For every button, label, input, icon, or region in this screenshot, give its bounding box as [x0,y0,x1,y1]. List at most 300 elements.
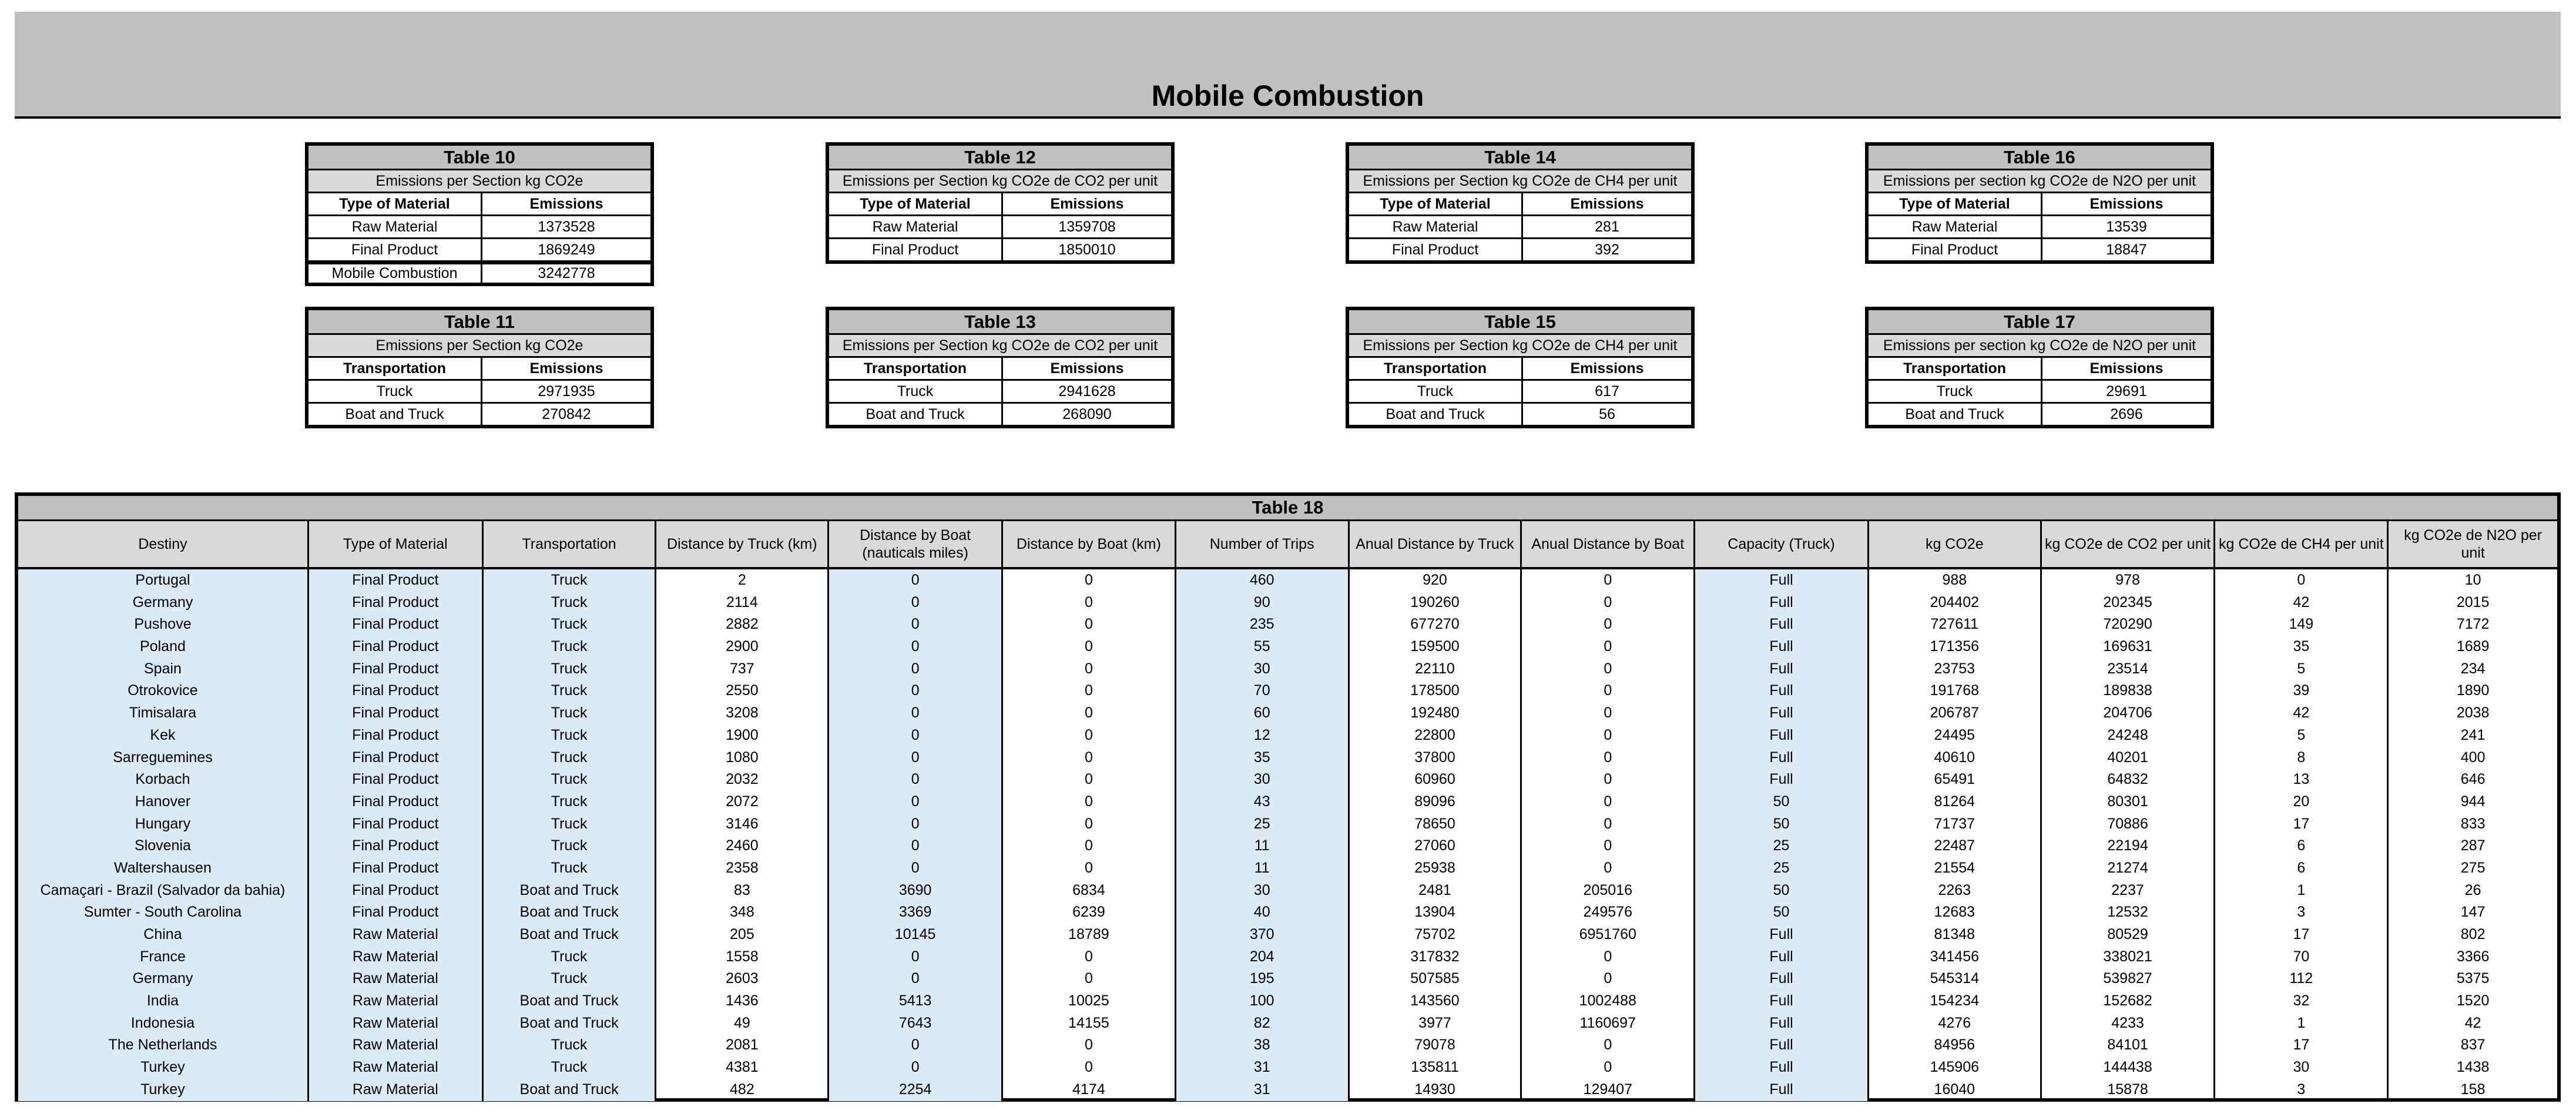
table-cell: Boat and Truck [484,924,657,946]
table-cell: Final Product [308,239,482,260]
table-cell: Truck [484,813,657,836]
table-cell: Truck [484,791,657,813]
table-cell: 22487 [1869,835,2042,857]
table-cell: 0 [829,592,1003,614]
table-cell: 988 [1869,569,2042,592]
table-cell: 0 [829,857,1003,880]
table-cell: 0 [1003,569,1176,592]
table-cell: 920 [1350,569,1522,592]
table-cell: 81348 [1869,924,2042,946]
table-cell: Truck [484,658,657,680]
table-cell: 21554 [1869,857,2042,880]
table-cell: 143560 [1350,990,1522,1012]
table-cell: Poland [18,636,309,658]
table-cell: Truck [1349,381,1523,402]
table-cell: 204706 [2042,702,2216,724]
table-cell: Boat and Truck [829,404,1003,425]
column-header: Distance by Boat (nauticals miles) [829,521,1003,567]
table-cell: 26 [2464,881,2481,898]
table-cell: Spain [18,658,309,680]
table-cell: 206787 [1869,702,2042,724]
column-header: Number of Trips [1176,521,1350,567]
table-cell: 191768 [1869,680,2042,702]
table-cell: 1558 [656,946,829,968]
table-cell: Truck [484,724,657,747]
table-row [1869,216,2211,239]
table-cell: Raw Material [309,946,484,968]
table-cell: 178500 [1350,680,1522,702]
table-cell: 31 [1176,1079,1350,1101]
summary-table-subtitle: Emissions per Section kg CO2e [308,170,650,193]
table-cell: 0 [1522,658,1695,680]
table-cell: 60960 [1350,769,1522,791]
table-cell: 22110 [1350,658,1522,680]
summary-table-subtitle: Emissions per section kg CO2e de N2O per unit [1869,170,2211,193]
table-row [1869,381,2211,404]
summary-table [826,307,1175,428]
table-cell: 617 [1595,383,1619,400]
table-cell: 0 [1003,813,1176,836]
column-header: Transportation [484,521,657,567]
table-row [18,1079,2557,1101]
table-cell: Raw Material [309,1079,484,1101]
table-row [18,1056,2557,1079]
table-cell: Final Product [1869,239,2042,260]
table-cell: 24248 [2042,724,2216,747]
table-cell: 1869249 [538,241,595,258]
table-cell: 80529 [2042,924,2216,946]
table-cell: 23753 [1869,658,2042,680]
table-row [18,592,2557,614]
table-cell: Final Product [309,791,484,813]
table-cell: 2072 [656,791,829,813]
table-cell: 7643 [829,1012,1003,1035]
table-cell: 249576 [1522,901,1695,924]
column-header: Type of Material [309,521,484,567]
table-cell: 234 [2460,660,2486,677]
table-cell: 14930 [1350,1079,1522,1101]
table-cell: 204 [1176,946,1350,968]
table-cell: 75702 [1350,924,1522,946]
table-cell: Hanover [18,791,309,813]
table-cell: 0 [1003,1034,1176,1056]
column-header: Emissions [2089,360,2164,377]
table-cell: 35 [1176,747,1350,769]
table-cell: 50 [1695,880,1869,902]
table-cell: 341456 [1869,946,2042,968]
table-cell: Truck [484,1056,657,1079]
table-row [1349,404,1691,425]
table-cell: 2550 [656,680,829,702]
table-cell: 50 [1695,791,1869,813]
table-cell: Truck [484,857,657,880]
title-banner [15,12,2561,119]
column-header: Type of Material [1869,193,2042,214]
table-cell: 3208 [656,702,829,724]
table-cell: 50 [1695,901,1869,924]
summary-table [1865,307,2214,428]
table-cell: 112 [2215,968,2389,990]
table-cell: 545314 [1869,968,2042,990]
table-cell: 42 [2464,1014,2481,1031]
table-row [18,857,2557,880]
table-cell: 0 [829,968,1003,990]
page-title: Mobile Combustion [1151,79,1424,112]
table-cell: 6834 [1003,880,1176,902]
table-cell: Raw Material [309,1012,484,1035]
summary-table-title: Table 15 [1349,310,1691,335]
table-cell: 0 [829,1034,1003,1056]
table-cell: Final Product [309,835,484,857]
column-header: kg CO2e [1869,521,2042,567]
table-cell: Hungary [18,813,309,836]
table-cell: 84956 [1869,1034,2042,1056]
column-header: Capacity (Truck) [1695,521,1869,567]
table-cell: 0 [1003,747,1176,769]
table-cell: Full [1695,569,1869,592]
table-cell: 2603 [656,968,829,990]
table-cell: Final Product [309,613,484,636]
table-cell: 3369 [829,901,1003,924]
table-row [18,702,2557,724]
table-cell: 21274 [2042,857,2216,880]
table-cell: 50 [1695,813,1869,836]
table-cell: 275 [2460,859,2486,876]
table-cell: 18789 [1003,924,1176,946]
summary-table-subtitle: Emissions per Section kg CO2e [308,335,650,358]
column-header: Emissions [1050,196,1124,212]
table-cell: 145906 [1869,1056,2042,1079]
table-cell: Truck [308,381,482,402]
table-cell: 646 [2460,771,2486,788]
table-row [18,968,2557,990]
table-cell: Boat and Truck [1869,404,2042,425]
column-header: Emissions [2089,196,2164,212]
table-row [18,835,2557,857]
table-cell: 13904 [1350,901,1522,924]
table-cell: 70 [2215,946,2389,968]
table-cell: 0 [1003,946,1176,968]
table-cell: Full [1695,747,1869,769]
table-cell: 2900 [656,636,829,658]
table-cell: 2971935 [538,383,595,400]
table-cell: 677270 [1350,613,1522,636]
table-cell: 1436 [656,990,829,1012]
table-cell: 737 [656,658,829,680]
column-header: Distance by Boat (km) [1003,521,1176,567]
table-cell: 25 [1695,835,1869,857]
summary-table-title: Table 13 [829,310,1171,335]
table-cell: Full [1695,968,1869,990]
table-cell: Raw Material [309,1034,484,1056]
table-cell: 147 [2460,904,2486,921]
summary-table-header-row [308,358,650,381]
table-cell: 6 [2215,835,2389,857]
table-cell: Full [1695,1012,1869,1035]
table-cell: 5 [2215,658,2389,680]
table-cell: 2 [656,569,829,592]
table-cell: Truck [484,680,657,702]
table-row [308,216,650,239]
table-18-header-row [18,521,2557,569]
table-cell: Final Product [309,680,484,702]
summary-table-title: Table 10 [308,146,650,170]
table-cell: Truck [829,381,1003,402]
table-row [1349,216,1691,239]
table-row [18,724,2557,747]
column-header: kg CO2e de CH4 per unit [2215,521,2389,567]
table-cell: 2015 [2456,593,2490,611]
table-cell: 13539 [2106,219,2147,235]
table-cell: 12 [1176,724,1350,747]
table-cell: 1850010 [1058,241,1116,258]
table-cell: Raw Material [309,1056,484,1079]
table-cell: 171356 [1869,636,2042,658]
table-cell: 11 [1176,835,1350,857]
table-cell: 392 [1595,241,1619,258]
table-cell: 40 [1176,901,1350,924]
table-cell: 154234 [1869,990,2042,1012]
table-cell: 727611 [1869,613,2042,636]
mobile-combustion-value: 3242778 [538,265,595,281]
table-cell: 12532 [2042,901,2216,924]
table-cell: 0 [1522,747,1695,769]
table-cell: 2882 [656,613,829,636]
column-header: Anual Distance by Truck [1350,521,1522,567]
table-cell: Timisalara [18,702,309,724]
table-cell: 978 [2042,569,2216,592]
table-cell: 2081 [656,1034,829,1056]
table-cell: 195 [1176,968,1350,990]
table-cell: 3690 [829,880,1003,902]
table-cell: 1520 [2456,992,2490,1009]
table-cell: 10025 [1003,990,1176,1012]
summary-table-header-row [1349,358,1691,381]
table-cell: Final Product [309,636,484,658]
table-row [829,239,1171,260]
table-cell: Waltershausen [18,857,309,880]
table-cell: Truck [484,946,657,968]
table-cell: 0 [829,813,1003,836]
table-cell: 0 [2215,569,2389,592]
table-cell: Slovenia [18,835,309,857]
table-row [18,747,2557,769]
table-row [308,381,650,404]
column-header: Emissions [529,360,603,377]
table-cell: Truck [484,769,657,791]
table-cell: 17 [2215,1034,2389,1056]
table-cell: 0 [829,613,1003,636]
table-cell: 460 [1176,569,1350,592]
table-cell: 0 [829,946,1003,968]
table-cell: Truck [484,636,657,658]
table-cell: 0 [1522,724,1695,747]
table-cell: 2481 [1350,880,1522,902]
table-cell: 0 [829,835,1003,857]
table-row [308,239,650,260]
table-cell: 0 [1003,1056,1176,1079]
table-cell: 1900 [656,724,829,747]
table-cell: 20 [2215,791,2389,813]
table-cell: Truck [484,613,657,636]
table-cell: Full [1695,658,1869,680]
table-cell: 0 [1522,769,1695,791]
table-cell: 2032 [656,769,829,791]
table-cell: 0 [829,680,1003,702]
table-cell: Final Product [309,702,484,724]
table-cell: 17 [2215,924,2389,946]
table-row [829,216,1171,239]
table-cell: 82 [1176,1012,1350,1035]
table-cell: 30 [1176,769,1350,791]
table-row [18,813,2557,836]
table-cell: 7172 [2456,616,2490,633]
table-cell: 0 [1522,857,1695,880]
table-cell: 190260 [1350,592,1522,614]
table-cell: 14155 [1003,1012,1176,1035]
table-cell: 0 [1522,613,1695,636]
table-cell: 0 [1522,968,1695,990]
table-cell: Final Product [309,813,484,836]
table-cell: 3366 [2456,948,2490,965]
table-cell: 0 [1003,636,1176,658]
table-cell: Full [1695,769,1869,791]
column-header: Transportation [1869,358,2042,379]
table-cell: 0 [1522,791,1695,813]
column-header: Emissions [529,196,603,212]
table-cell: 4233 [2042,1012,2216,1035]
table-cell: 281 [1595,219,1619,235]
table-cell: Camaçari - Brazil (Salvador da bahia) [18,880,309,902]
table-cell: 135811 [1350,1056,1522,1079]
table-cell: 5 [2215,724,2389,747]
table-row [18,880,2557,902]
table-cell: 5375 [2456,970,2490,987]
table-cell: Full [1695,613,1869,636]
table-cell: 0 [1003,769,1176,791]
column-header: kg CO2e de CO2 per unit [2042,521,2216,567]
table-cell: 1359708 [1058,219,1116,235]
table-cell: 65491 [1869,769,2042,791]
table-cell: 129407 [1522,1079,1695,1101]
table-cell: Boat and Truck [308,404,482,425]
table-cell: 720290 [2042,613,2216,636]
table-cell: Full [1695,924,1869,946]
table-cell: 49 [656,1012,829,1035]
table-cell: 1002488 [1522,990,1695,1012]
summary-table-header-row [829,193,1171,216]
table-cell: 22800 [1350,724,1522,747]
table-cell: 169631 [2042,636,2216,658]
table-cell: Raw Material [309,924,484,946]
table-cell: Full [1695,1034,1869,1056]
table-cell: Indonesia [18,1012,309,1035]
table-cell: 27060 [1350,835,1522,857]
table-cell: 3 [2215,1079,2389,1101]
table-cell: Germany [18,968,309,990]
column-header: Emissions [1570,196,1644,212]
table-cell: 833 [2460,815,2486,832]
table-cell: Kek [18,724,309,747]
table-cell: 90 [1176,592,1350,614]
table-cell: 2237 [2042,880,2216,902]
mobile-combustion-label: Mobile Combustion [308,264,482,283]
table-row [829,404,1171,425]
table-cell: 5413 [829,990,1003,1012]
table-cell: 0 [1003,592,1176,614]
table-cell: Raw Material [309,990,484,1012]
table-cell: 60 [1176,702,1350,724]
table-cell: 23514 [2042,658,2216,680]
table-cell: Raw Material [308,216,482,237]
table-row [18,901,2557,924]
table-cell: 2460 [656,835,829,857]
table-cell: 0 [1522,1056,1695,1079]
table-cell: 370 [1176,924,1350,946]
table-row [1869,239,2211,260]
table-cell: 4276 [1869,1012,2042,1035]
table-cell: 78650 [1350,813,1522,836]
table-row [18,636,2557,658]
table-cell: 2263 [1869,880,2042,902]
table-cell: Truck [484,835,657,857]
table-row [18,990,2557,1012]
table-cell: 4174 [1003,1079,1176,1101]
summary-table-header-row [1869,193,2211,216]
table-cell: 837 [2460,1037,2486,1054]
table-cell: 0 [829,769,1003,791]
table-cell: Final Product [829,239,1003,260]
column-header: Transportation [1349,358,1523,379]
table-cell: 0 [829,1056,1003,1079]
table-cell: Full [1695,990,1869,1012]
column-header: Emissions [1570,360,1644,377]
column-header: Transportation [308,358,482,379]
summary-table-title: Table 12 [829,146,1171,170]
table-cell: 2038 [2456,705,2490,722]
table-cell: 2696 [2110,406,2143,422]
table-cell: 2358 [656,857,829,880]
table-cell: 1160697 [1522,1012,1695,1035]
summary-table [305,307,654,428]
table-cell: 0 [1003,613,1176,636]
table-cell: 0 [1003,724,1176,747]
table-cell: 0 [1522,835,1695,857]
table-cell: 70886 [2042,813,2216,836]
table-cell: 38 [1176,1034,1350,1056]
table-cell: 152682 [2042,990,2216,1012]
table-cell: 15878 [2042,1079,2216,1101]
table-cell: 1689 [2456,638,2490,655]
table-cell: Sumter - South Carolina [18,901,309,924]
table-cell: 202345 [2042,592,2216,614]
table-row [18,1012,2557,1035]
table-cell: 0 [829,724,1003,747]
table-row [829,381,1171,404]
table-cell: 10145 [829,924,1003,946]
table-cell: 25938 [1350,857,1522,880]
table-cell: 149 [2215,613,2389,636]
table-cell: 42 [2215,592,2389,614]
table-cell: 40610 [1869,747,2042,769]
table-18 [15,492,2561,1102]
summary-table [826,142,1175,264]
table-cell: 2254 [829,1079,1003,1101]
summary-table [305,142,654,264]
table-cell: 13 [2215,769,2389,791]
column-header: Emissions [1050,360,1124,377]
table-cell: 3 [2215,901,2389,924]
